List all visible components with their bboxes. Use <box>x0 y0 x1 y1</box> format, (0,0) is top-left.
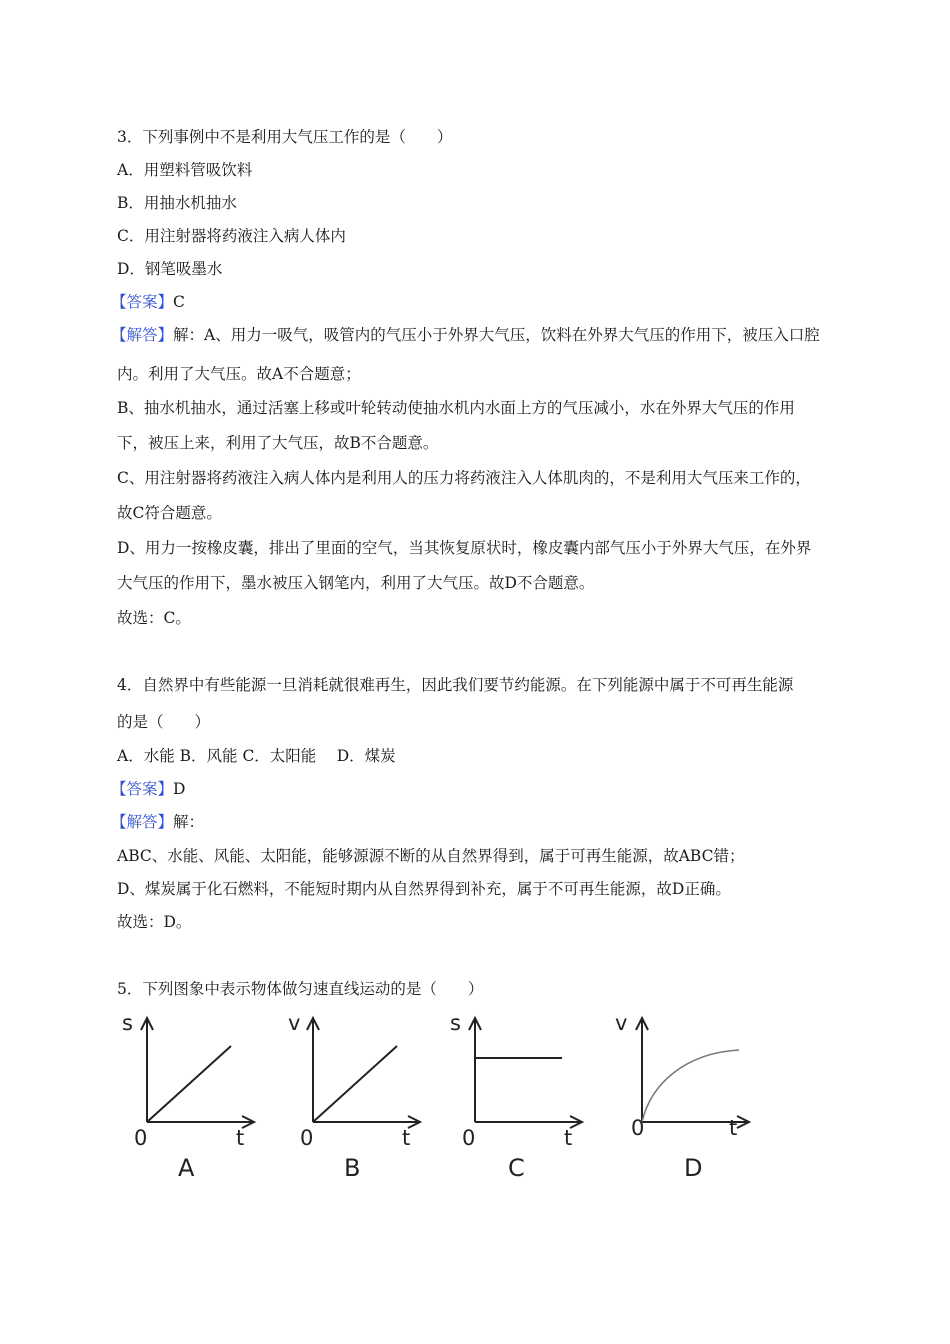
graph-curve <box>642 1050 739 1122</box>
question-3-analysis-line-5: C、用注射器将药液注入病人体内是利用人的压力将药液注入人体肌肉的，不是利用大气压来工作的， <box>117 469 811 487</box>
question-3-analysis-line-8: 大气压的作用下，墨水被压入钢笔内，利用了大气压。故D不合题意。 <box>117 574 595 592</box>
analysis-text: 解： <box>173 813 205 831</box>
graph-label: D <box>684 1154 703 1182</box>
origin-label: 0 <box>300 1126 314 1150</box>
origin-label: 0 <box>631 1116 645 1140</box>
question-3-option-a: A．用塑料管吸饮料 <box>117 161 253 179</box>
question-4-analysis-head <box>111 812 204 832</box>
graph-label: C <box>508 1154 525 1182</box>
graph-d <box>611 1008 761 1198</box>
y-axis-label: s <box>122 1011 133 1035</box>
origin-label: 0 <box>462 1126 476 1150</box>
x-axis-label: t <box>729 1116 738 1140</box>
graph-label: A <box>178 1154 195 1182</box>
question-4-options: A．水能 B．风能 C．太阳能 D．煤炭 <box>117 747 396 765</box>
question-3-analysis-line-1 <box>111 325 820 345</box>
origin-label: 0 <box>134 1126 148 1150</box>
graph-curve <box>313 1046 397 1122</box>
question-4-stem-line-2: 的是（ ） <box>117 713 211 731</box>
question-4-analysis-line-2: D、煤炭属于化石燃料，不能短时期内从自然界得到补充，属于不可再生能源，故D正确。 <box>117 880 731 898</box>
graph-curve <box>147 1046 231 1122</box>
question-4-analysis-line-3: 故选：D。 <box>117 913 192 931</box>
graph-c <box>444 1008 594 1198</box>
graph-label: B <box>344 1154 361 1182</box>
answer-value: D <box>173 780 186 798</box>
question-3-answer <box>111 292 185 312</box>
question-3-stem: 3．下列事例中不是利用大气压工作的是（ ） <box>117 128 453 146</box>
question-3-option-b: B．用抽水机抽水 <box>117 194 237 212</box>
x-axis-label: t <box>564 1126 573 1150</box>
x-axis-label: t <box>402 1126 411 1150</box>
x-axis-label: t <box>236 1126 245 1150</box>
answer-tag: 【答案】 <box>111 780 174 798</box>
question-3-analysis-line-7: D、用力一按橡皮囊，排出了里面的空气，当其恢复原状时，橡皮囊内部气压小于外界大气压，在外界 <box>117 539 812 557</box>
answer-value: C <box>173 293 185 311</box>
question-3-analysis-line-3: B、抽水机抽水，通过活塞上移或叶轮转动使抽水机内水面上方的气压减小，水在外界大气压的作用 <box>117 399 795 417</box>
question-3-analysis-line-6: 故C符合题意。 <box>117 504 222 522</box>
question-5-stem: 5．下列图象中表示物体做匀速直线运动的是（ ） <box>117 980 484 998</box>
y-axis-label: v <box>288 1011 301 1035</box>
analysis-tag: 【解答】 <box>111 813 174 831</box>
question-3-analysis-line-2: 内。利用了大气压。故A不合题意； <box>117 365 361 383</box>
question-3-option-d: D．钢笔吸墨水 <box>117 260 223 278</box>
analysis-text: 解：A、用力一吸气，吸管内的气压小于外界大气压，饮料在外界大气压的作用下，被压入口腔 <box>173 326 820 344</box>
question-3-analysis-line-9: 故选：C。 <box>117 609 191 627</box>
question-4-answer <box>111 779 185 799</box>
graph-a <box>116 1008 266 1198</box>
question-3-option-c: C．用注射器将药液注入病人体内 <box>117 227 346 245</box>
question-3-analysis-line-4: 下，被压上来，利用了大气压，故B不合题意。 <box>117 434 439 452</box>
question-4-stem-line-1: 4．自然界中有些能源一旦消耗就很难再生，因此我们要节约能源。在下列能源中属于不可再生能源 <box>117 676 794 694</box>
graph-b <box>282 1008 432 1198</box>
analysis-tag: 【解答】 <box>111 326 174 344</box>
answer-tag: 【答案】 <box>111 293 174 311</box>
y-axis-label: s <box>450 1011 461 1035</box>
y-axis-label: v <box>615 1011 628 1035</box>
question-4-analysis-line-1: ABC、水能、风能、太阳能，能够源源不断的从自然界得到，属于可再生能源，故ABC错； <box>117 847 745 865</box>
